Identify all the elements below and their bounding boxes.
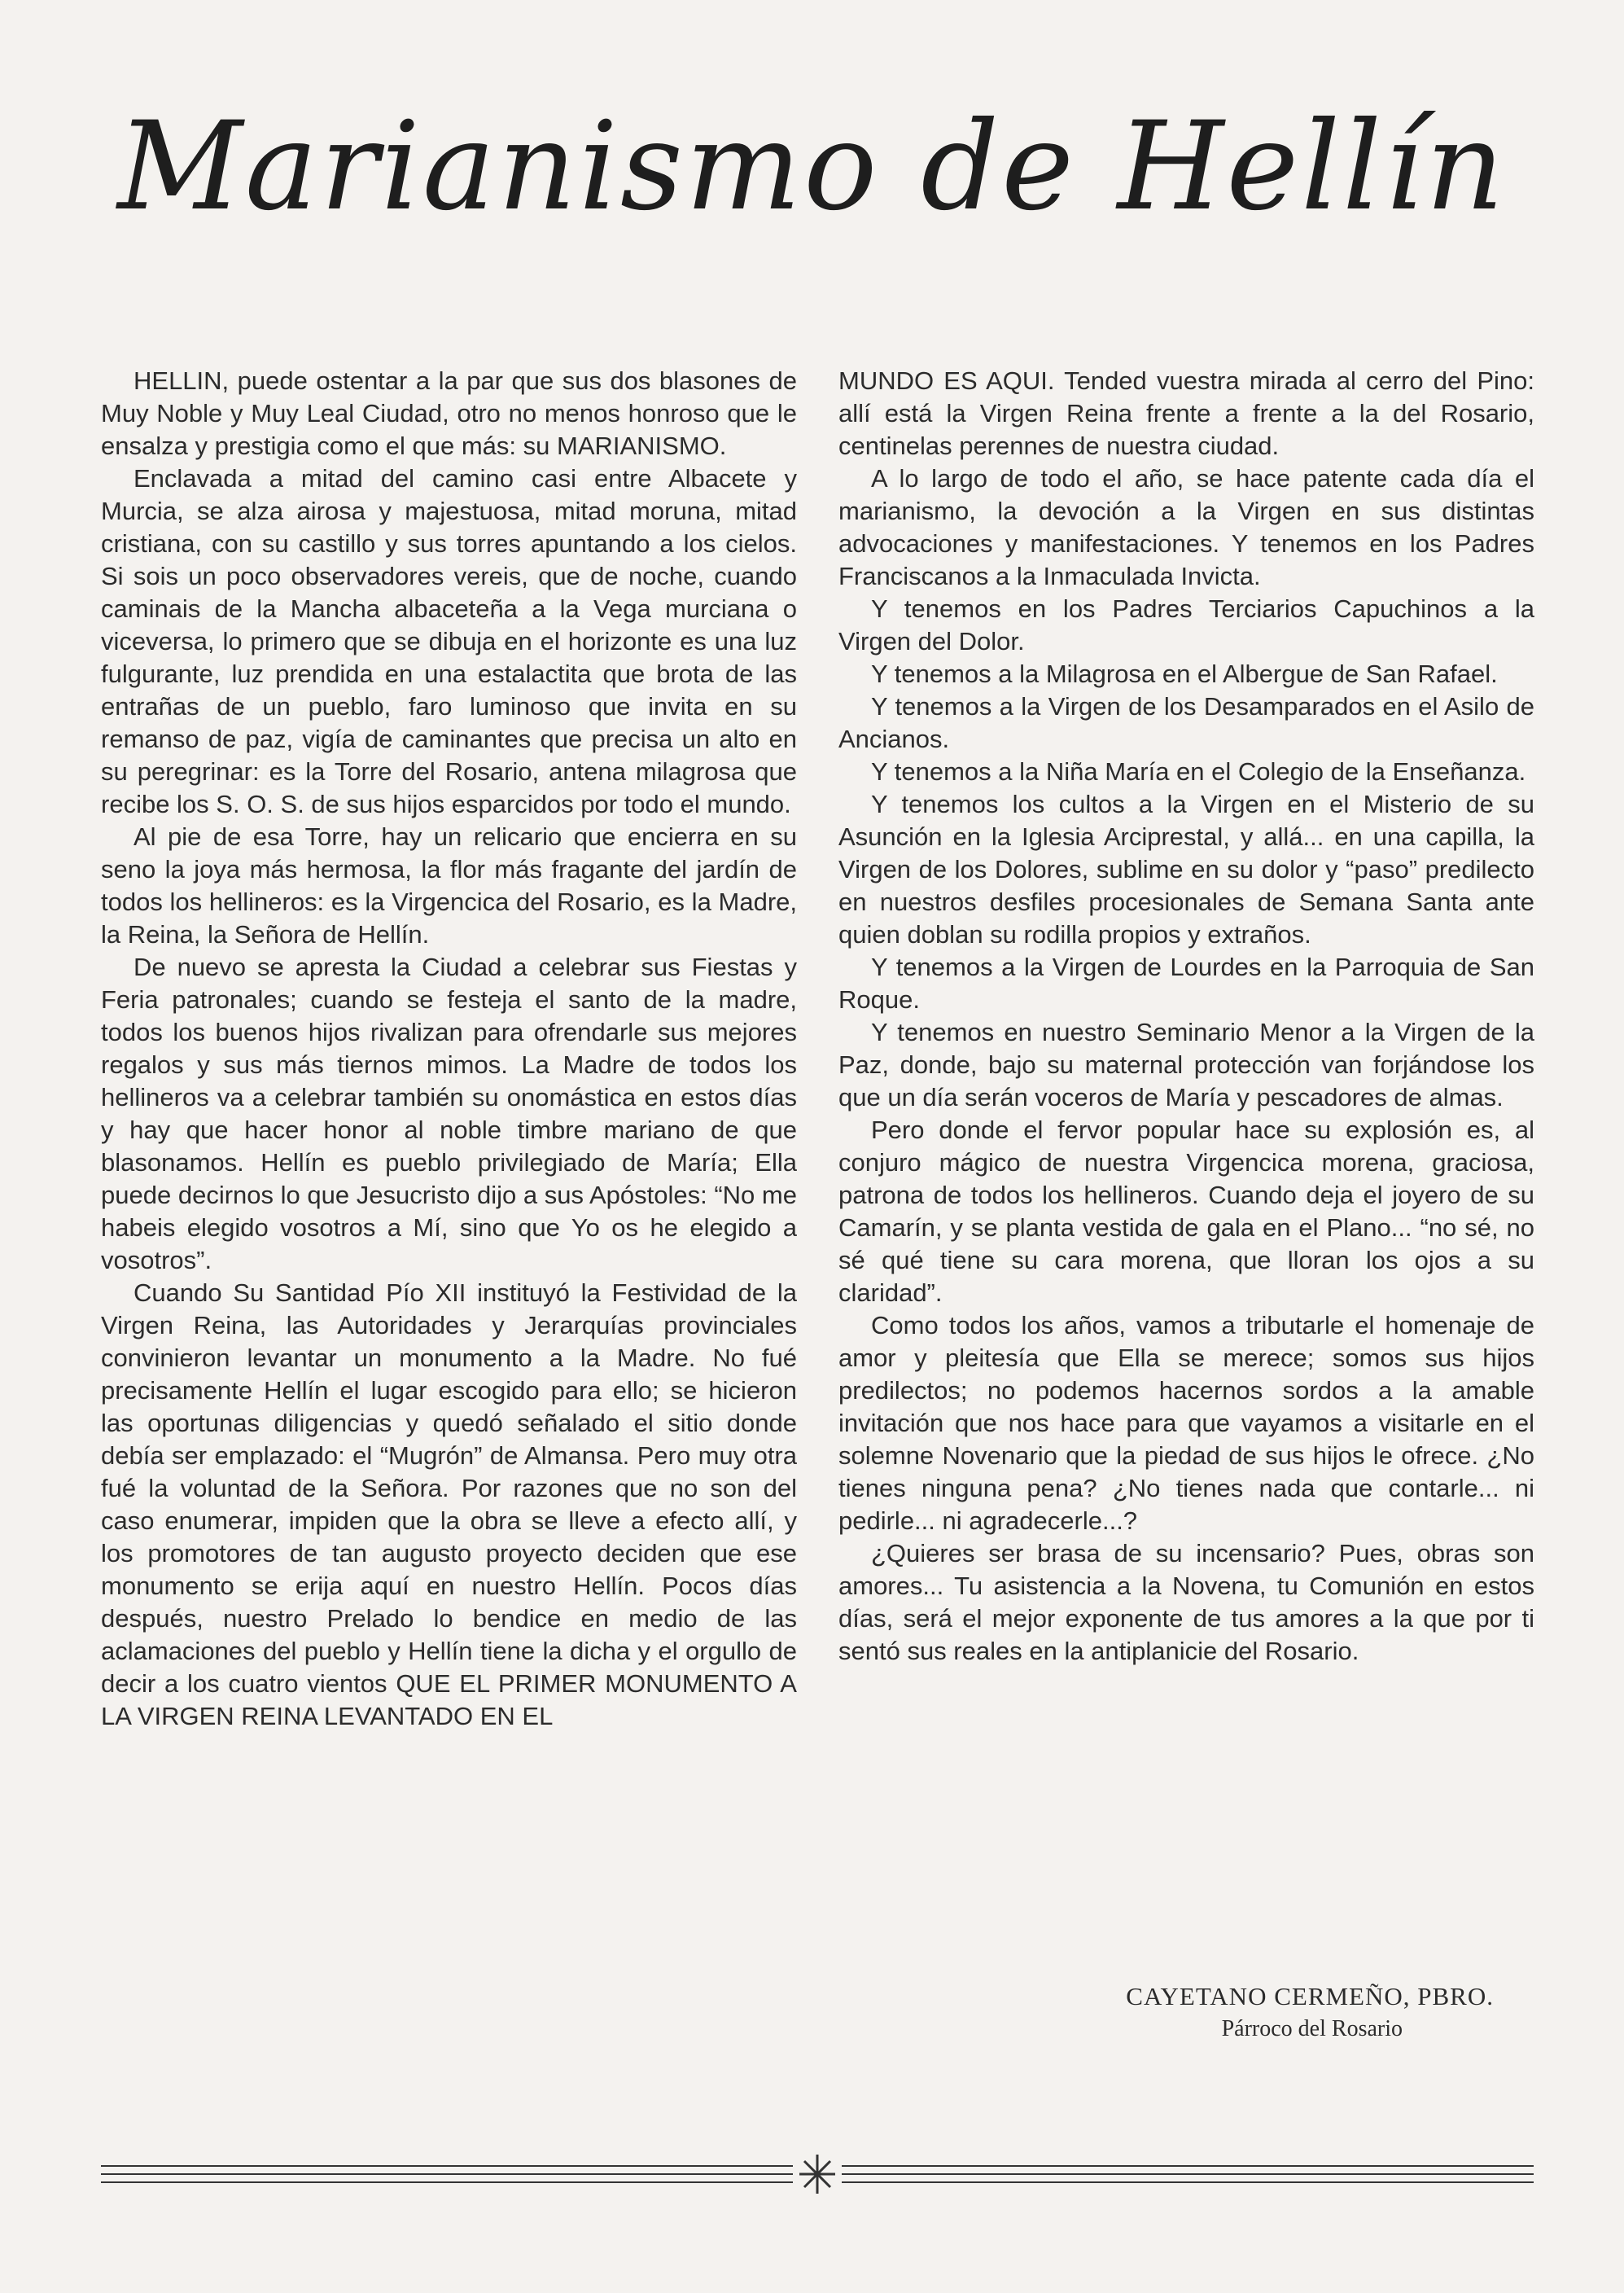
paragraph: Como todos los años, vamos a tributarle el homenaje de amor y pleitesía que Ella se merece; somos sus hijos predilectos; no podemos hacernos sordos a la amable invitación que nos hace para que vayamos a visitarle en el solemne Novenario que la piedad de sus hijos le ofrece. ¿No tienes ninguna pena? ¿No tienes nada que contarle... ni pedirle... ni agradecerle...? (838, 1311, 1534, 1535)
paragraph: Al pie de esa Torre, hay un relicario que encierra en su seno la joya más hermosa, la flor más fragante del jardín de todos los hellineros: es la Virgencica del Rosario, es la Madre, la Reina, la Señora de Hellín. (101, 822, 797, 949)
paragraph: Y tenemos a la Milagrosa en el Albergue de San Rafael. (871, 660, 1498, 688)
paragraph: Y tenemos en los Padres Terciarios Capuchinos a la Virgen del Dolor. (838, 594, 1534, 655)
paragraph: Y tenemos en nuestro Seminario Menor a la Virgen de la Paz, donde, bajo su maternal protección van forjándose los que un día serán voceros de María y pescadores de almas. (838, 1018, 1534, 1111)
paragraph: Pero donde el fervor popular hace su explosión es, al conjuro mágico de nuestra Virgencica morena, graciosa, patrona de todos los hellineros. Cuando deja el joyero de su Camarín, y se planta vestida de gala en el Plano... “no sé, no sé qué tiene su cara morena, que lloran los ojos a su claridad”. (838, 1116, 1534, 1307)
paragraph: A lo largo de todo el año, se hace patente cada día el marianismo, la devoción a la Virgen en sus distintas advocaciones y manifestaciones. Y tenemos en los Padres Franciscanos a la Inmaculada Invicta. (838, 464, 1534, 590)
paragraph: Y tenemos a la Virgen de los Desamparados en el Asilo de Ancianos. (838, 692, 1534, 753)
paragraph: HELLIN, puede ostentar a la par que sus dos blasones de Muy Noble y Muy Leal Ciudad, otro no menos honroso que le ensalza y prestigia como el que más: su MARIANISMO. (101, 366, 797, 460)
signature-name: CAYETANO CERMEÑO, PBRO. (1126, 1982, 1494, 2010)
signature (838, 1980, 1494, 2045)
paragraph: Y tenemos los cultos a la Virgen en el Misterio de su Asunción en la Iglesia Arciprestal, y allá... en una capilla, la Virgen de los Dolores, sublime en su dolor y “paso” predilecto en nuestros desfiles procesionales de Semana Santa ante quien doblan su rodilla propios y extraños. (838, 790, 1534, 949)
left-column (101, 365, 797, 1733)
paragraph: ¿Quieres ser brasa de su incensario? Pues, obras son amores... Tu asistencia a la Novena, tu Comunión en estos días, será el mejor exponente de tus amores a la que por ti sentó sus reales en la antiplanicie del Rosario. (838, 1539, 1534, 1665)
paragraph: MUNDO ES AQUI. Tended vuestra mirada al cerro del Pino: allí está la Virgen Reina frente a frente a la del Rosario, centinelas perennes de nuestra ciudad. (838, 366, 1534, 460)
paragraph: Y tenemos a la Niña María en el Colegio de la Enseñanza. (871, 757, 1526, 786)
paragraph: De nuevo se apresta la Ciudad a celebrar sus Fiestas y Feria patronales; cuando se festeja el santo de la madre, todos los buenos hijos rivalizan para ofrendarle sus mejores regalos y sus más tiernos mimos. La Madre de todos los hellineros va a celebrar también su onomástica en estos días y hay que hacer honor al noble timbre mariano de que blasonamos. Hellín es pueblo privilegiado de María; Ella puede decirnos lo que Jesucristo dijo a sus Apóstoles: “No me habeis elegido vosotros a Mí, sino que Yo os he elegido a vosotros”. (101, 953, 797, 1274)
footer-ornament (101, 2150, 1534, 2199)
paragraph: Enclavada a mitad del camino casi entre Albacete y Murcia, se alza airosa y majestuosa, mitad moruna, mitad cristiana, con su castillo y sus torres apuntando a los cielos. Si sois un poco observadores vereis, que de noche, cuando caminais de la Mancha albaceteña a la Vega murciana o viceversa, lo primero que se dibuja en el horizonte es una luz fulgurante, luz prendida en una estalactita que brota de las entrañas de un pueblo, faro luminoso que invita en su remanso de paz, vigía de caminantes que precisa un alto en su peregrinar: es la Torre del Rosario, antena milagrosa que recibe los S. O. S. de sus hijos esparcidos por todo el mundo. (101, 464, 797, 818)
signature-title: Párroco del Rosario (1221, 2016, 1403, 2041)
paragraph: Cuando Su Santidad Pío XII instituyó la Festividad de la Virgen Reina, las Autoridades y Jerarquías provinciales convinieron levantar un monumento a la Madre. No fué precisamente Hellín el lugar escogido para ello; se hicieron las oportunas diligencias y quedó señalado el sitio donde debía ser emplazado: el “Mugrón” de Almansa. Pero muy otra fué la voluntad de la Señora. Por razones que no son del caso enumerar, impiden que la obra se lleve a efecto allí, y los promotores de tan augusto proyecto deciden que ese monumento se erija aquí en nuestro Hellín. Pocos días después, nuestro Prelado lo bendice en medio de las aclamaciones del pueblo y Hellín tiene la dicha y el orgullo de decir a los cuatro vientos QUE EL PRIMER MONUMENTO A LA VIRGEN REINA LEVANTADO EN EL (101, 1278, 797, 1730)
right-column (838, 365, 1534, 1668)
paragraph: Y tenemos a la Virgen de Lourdes en la Parroquia de San Roque. (838, 953, 1534, 1014)
article-title: Marianismo de Hellín (117, 96, 1507, 238)
